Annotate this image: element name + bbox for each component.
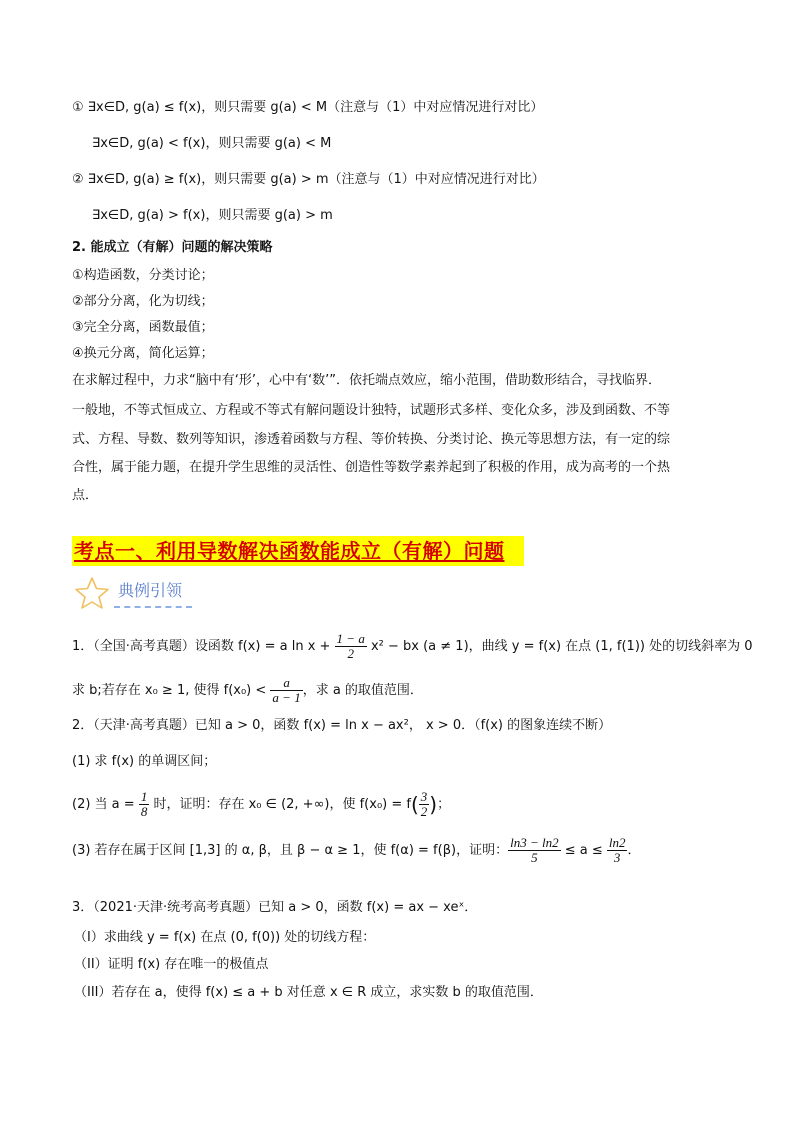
problem-1-line2-suffix: ，求 a 的取值范围． (302, 683, 423, 698)
strategy-step-4: ④换元分离，简化运算； (72, 346, 214, 361)
intro-item1-line1: ① ∃x∈D, g(a) ≤ f(x)，则只需要 g(a) < M（注意与（1）中对应情况进行对比） (72, 100, 544, 115)
problem-2-q2-frac2-top: 3 (420, 789, 428, 804)
problem-2-q3-prefix: (3) 若存在属于区间 [1,3] 的 α, β，且 β − α ≥ 1，使 f(α) = f(β)，证明： (72, 843, 509, 858)
problem-2-q3-frac-bot: 5 (531, 850, 538, 865)
problem-1-prefix: 1．（全国·高考真题）设函数 f(x) = a ln x + (72, 639, 335, 654)
strategy-para-line1: 在求解过程中，力求“脑中有‘形’，心中有‘数’”．依托端点效应，缩小范围，借助数形结合，寻找临界． (72, 373, 661, 388)
problem-1-line2-frac-bot: a − 1 (272, 690, 301, 705)
problem-1-frac-top: 1 − a (336, 631, 365, 646)
problem-1-line2-frac-top: a (270, 676, 302, 691)
intro-item2-line1: ② ∃x∈D, g(a) ≥ f(x)，则只需要 g(a) > m（注意与（1）中对应情况进行对比） (72, 172, 545, 187)
problem-2-q2-frac-top: 1 (140, 789, 148, 804)
problem-1-line2-fraction (270, 676, 302, 705)
problem-1-line2 (72, 676, 423, 705)
problem-2-line1: 2．（天津·高考真题）已知 a > 0，函数 f(x) = ln x − ax²， x > 0．（f(x) 的图象连续不断） (72, 718, 612, 733)
problem-1-fraction (335, 632, 367, 661)
problem-2-q2-frac-bot: 8 (140, 804, 148, 819)
intro-item2-line2: ∃x∈D, g(a) > f(x)，则只需要 g(a) > m (92, 208, 333, 223)
problem-2-q2-fraction2 (419, 790, 430, 819)
strategy-para-line5: 点． (72, 488, 99, 503)
problem-2-q2-frac2-bot: 2 (420, 804, 428, 819)
strategy-para-line3: 式、方程、导数、数列等知识，渗透着函数与方程、等价转换、分类讨论、换元等思想方法，有一定的综 (72, 432, 671, 447)
problem-2-q2-suffix: ； (437, 797, 451, 812)
strategy-step-1: ①构造函数，分类讨论； (72, 268, 214, 283)
strategy-para-line4: 合性，属于能力题，在提升学生思维的灵活性、创造性等数学素养起到了积极的作用，成为高考的一个热 (72, 460, 671, 475)
strategy-step-3: ③完全分离，函数最值； (72, 320, 214, 335)
strategy-step-2: ②部分分离，化为切线； (72, 294, 214, 309)
example-label: 典例引领 (118, 581, 183, 600)
problem-2-q2-fraction (139, 790, 150, 819)
problem-3-q1: （I）求曲线 y = f(x) 在点 (0, f(0)) 处的切线方程： (74, 930, 376, 945)
problem-2-q2-prefix: (2) 当 a = (72, 797, 139, 812)
strategy-heading: 2. 能成立（有解）问题的解决策略 (72, 240, 273, 255)
problem-2-q3 (72, 836, 641, 865)
problem-3-line1: 3．（2021·天津·统考高考真题）已知 a > 0，函数 f(x) = ax − xeˣ． (72, 900, 478, 915)
problem-2-q2: (2) 当 a = $\frac{1}{8}$ 时，证明：存在 x₀ ∈ (2, +∞)，使 f(x₀) = f( $\frac{3}{2}$ )； (72, 789, 451, 819)
problem-2-q3-frac2-top: ln2 (608, 835, 626, 850)
problem-2-q3-fraction (508, 836, 561, 865)
example-underline (114, 606, 192, 608)
problem-2-q2-mid: 时，证明：存在 x₀ ∈ (2, +∞)，使 f(x₀) = f (149, 797, 411, 812)
problem-2-q3-mid: ≤ a ≤ (560, 843, 607, 858)
problem-2-q3-frac2-bot: 3 (613, 850, 621, 865)
problem-3-q2: （II）证明 f(x) 存在唯一的极值点 (74, 957, 269, 972)
section-title: 考点一、利用导数解决函数能成立（有解）问题 (74, 539, 505, 563)
problem-1-line1 (72, 632, 753, 661)
problem-3-q3: （III）若存在 a，使得 f(x) ≤ a + b 对任意 x ∈ R 成立，求实数 b 的取值范围． (74, 985, 543, 1000)
star-icon (74, 576, 110, 610)
problem-1-frac-bot: 2 (347, 646, 354, 661)
problem-2-q3-suffix: ． (627, 843, 641, 858)
problem-2-q3-fraction2 (607, 836, 628, 865)
problem-2-q1: (1) 求 f(x) 的单调区间； (72, 754, 217, 769)
problem-1-line2-prefix: 求 b;若存在 x₀ ≥ 1, 使得 f(x₀) < (72, 683, 271, 698)
strategy-para-line2: 一般地，不等式恒成立、方程或不等式有解问题设计独特，试题形式多样、变化众多，涉及到函数、不等 (72, 403, 671, 418)
intro-item1-line2: ∃x∈D, g(a) < f(x)，则只需要 g(a) < M (92, 136, 332, 151)
problem-2-q3-frac-top: ln3 − ln2 (510, 835, 559, 850)
problem-1-suffix: x² − bx (a ≠ 1)，曲线 y = f(x) 在点 (1, f(1)) 处的切线斜率为 0 (366, 639, 753, 654)
